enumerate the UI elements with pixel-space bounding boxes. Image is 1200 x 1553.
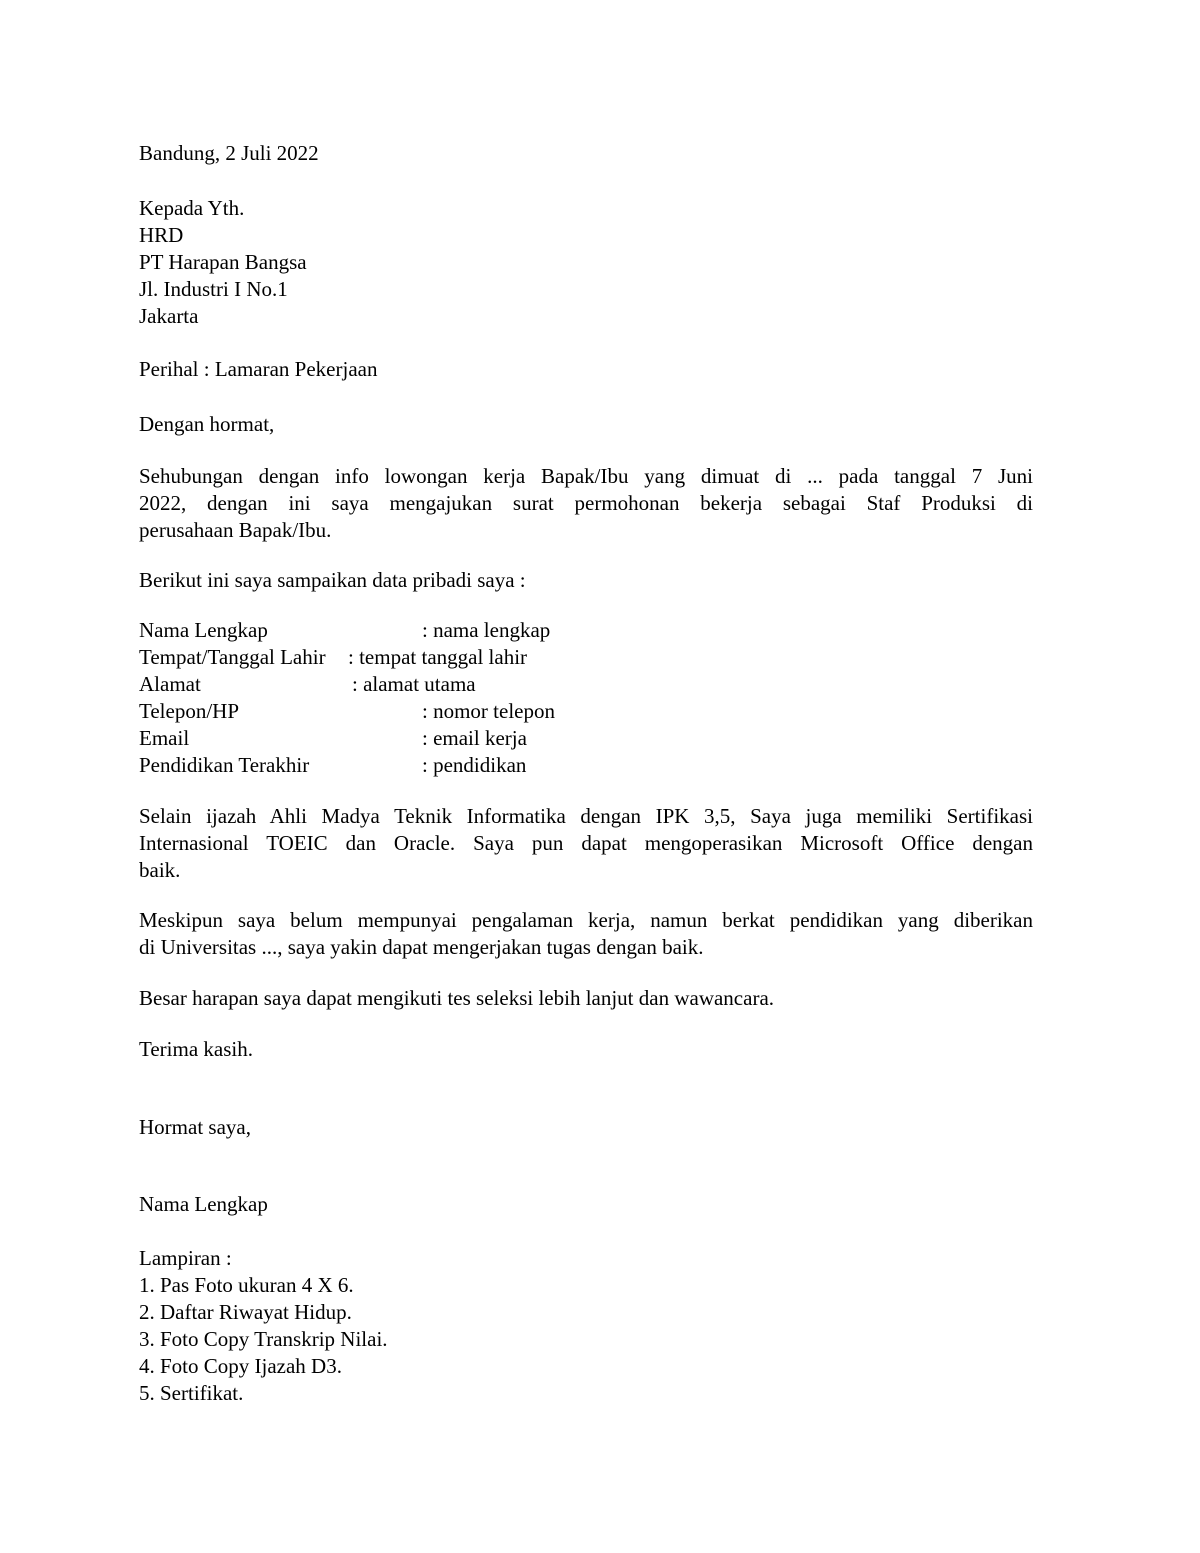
- date-line: Bandung, 2 Juli 2022: [139, 141, 319, 165]
- paragraph-line: Sehubungan dengan info lowongan kerja Bapak/Ibu yang dimuat di ... pada tanggal 7 Juni: [139, 464, 1033, 488]
- field-value: : email kerja: [422, 726, 527, 750]
- recipient-line: Kepada Yth.: [139, 196, 245, 220]
- field-value: : alamat utama: [352, 672, 476, 696]
- field-label: Telepon/HP: [139, 699, 240, 723]
- paragraph-line: baik.: [139, 858, 181, 882]
- data-intro: Berikut ini saya sampaikan data pribadi saya :: [139, 568, 526, 592]
- paragraph-line: Internasional TOEIC dan Oracle. Saya pun dapat mengoperasikan Microsoft Office dengan: [139, 831, 1033, 855]
- field-label: Nama Lengkap: [139, 618, 268, 642]
- field-value: : pendidikan: [422, 753, 527, 777]
- subject-line: Perihal : Lamaran Pekerjaan: [139, 357, 378, 381]
- recipient-line: PT Harapan Bangsa: [139, 250, 307, 274]
- signature-name: Nama Lengkap: [139, 1192, 268, 1216]
- field-label: Alamat: [139, 672, 201, 696]
- thanks-line: Terima kasih.: [139, 1037, 253, 1061]
- attachment-item: 4. Foto Copy Ijazah D3.: [139, 1354, 342, 1378]
- field-label: Email: [139, 726, 190, 750]
- hope-line: Besar harapan saya dapat mengikuti tes seleksi lebih lanjut dan wawancara.: [139, 986, 775, 1010]
- field-value: : nama lengkap: [422, 618, 551, 642]
- recipient-line: HRD: [139, 223, 184, 247]
- recipient-line: Jakarta: [139, 304, 199, 328]
- attachment-item: 3. Foto Copy Transkrip Nilai.: [139, 1327, 388, 1351]
- paragraph-line: 2022, dengan ini saya mengajukan surat permohonan bekerja sebagai Staf Produksi di: [139, 491, 1033, 515]
- paragraph-line: Meskipun saya belum mempunyai pengalaman kerja, namun berkat pendidikan yang diberikan: [139, 908, 1033, 932]
- attachment-item: 2. Daftar Riwayat Hidup.: [139, 1300, 352, 1324]
- field-label: Tempat/Tanggal Lahir: [139, 645, 326, 669]
- intro-paragraph: [139, 463, 1033, 544]
- field-label: Pendidikan Terakhir: [139, 753, 310, 777]
- field-value: : tempat tanggal lahir: [348, 645, 528, 669]
- closing-line: Hormat saya,: [139, 1115, 251, 1139]
- greeting: Dengan hormat,: [139, 412, 275, 436]
- paragraph-line: Selain ijazah Ahli Madya Teknik Informatika dengan IPK 3,5, Saya juga memiliki Sertifikasi: [139, 804, 1033, 828]
- paragraph-line: di Universitas ..., saya yakin dapat mengerjakan tugas dengan baik.: [139, 935, 704, 959]
- attachment-item: 5. Sertifikat.: [139, 1381, 244, 1405]
- recipient-line: Jl. Industri I No.1: [139, 277, 288, 301]
- attachments-heading: Lampiran :: [139, 1246, 232, 1270]
- paragraph-line: perusahaan Bapak/Ibu.: [139, 518, 332, 542]
- qualifications-paragraph: [139, 803, 1033, 884]
- experience-paragraph: [139, 907, 1033, 961]
- attachment-item: 1. Pas Foto ukuran 4 X 6.: [139, 1273, 354, 1297]
- field-value: : nomor telepon: [422, 699, 555, 723]
